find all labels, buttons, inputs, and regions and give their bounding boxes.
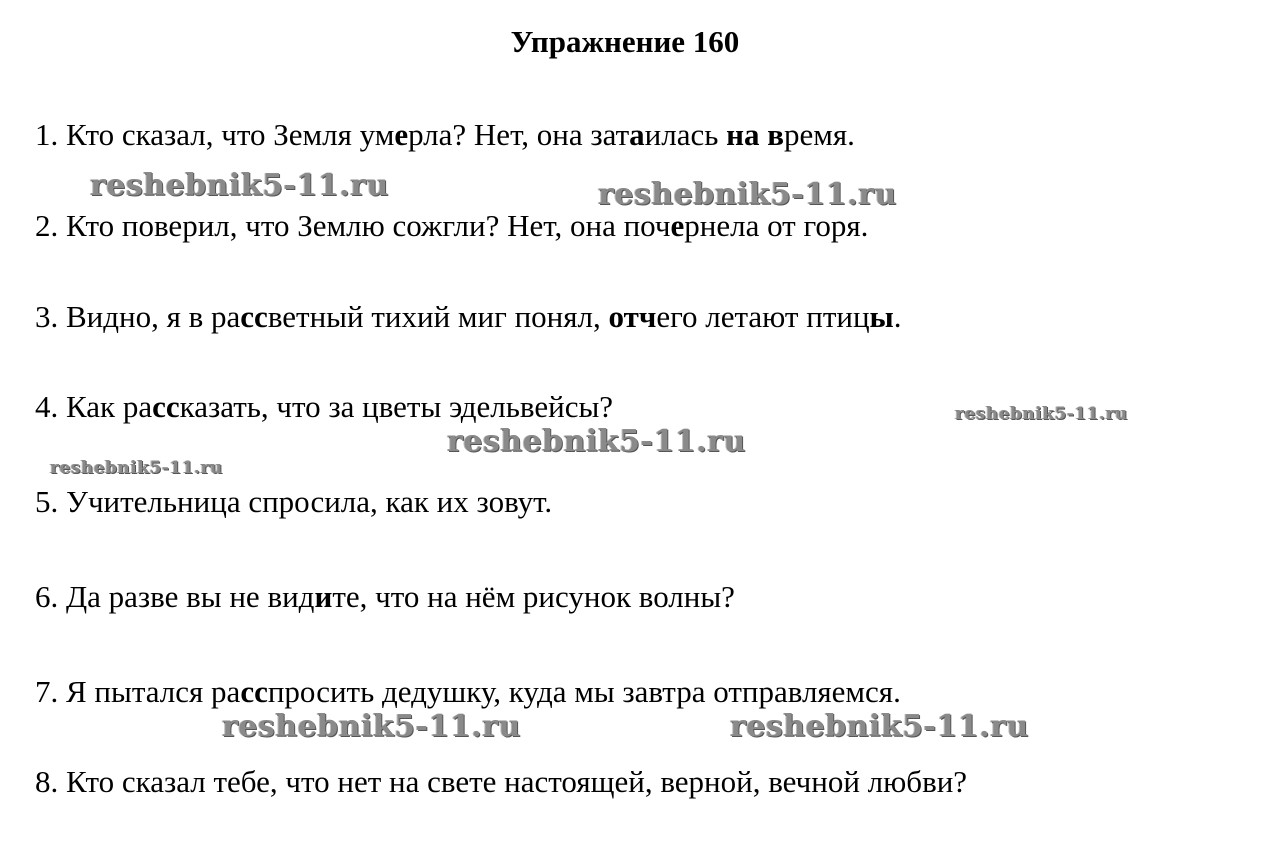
sentence-text: 7. Я пытался ра (35, 674, 241, 709)
watermark: reshebnik5-11.ru (598, 177, 897, 212)
sentence-8 (35, 762, 967, 802)
watermark: reshebnik5-11.ru (447, 424, 746, 459)
highlighted-letters: е (670, 208, 685, 243)
sentence-text: . (893, 299, 902, 334)
sentence-6 (35, 577, 735, 617)
sentence-text: 1. Кто сказал, что Земля ум (35, 117, 395, 152)
sentence-text: те, что на нём рисунок волны? (332, 579, 735, 614)
exercise-title: Упражнение 160 (510, 24, 740, 59)
watermark: reshebnik5-11.ru (955, 404, 1128, 424)
sentence-7 (35, 672, 901, 712)
sentence-text: ветный тихий миг понял, (267, 299, 609, 334)
highlighted-letters: на в (726, 117, 784, 152)
watermark: reshebnik5-11.ru (222, 709, 521, 744)
watermark: reshebnik5-11.ru (90, 168, 389, 203)
highlighted-letters: сс (240, 299, 268, 334)
sentence-text: 8. Кто сказал тебе, что нет на свете настоящей, верной, вечной любви? (35, 764, 968, 799)
sentence-text: 2. Кто поверил, что Землю сожгли? Нет, она поч (35, 208, 671, 243)
highlighted-letters: сс (152, 389, 180, 424)
sentence-text: казать, что за цветы эдельвейсы? (179, 389, 614, 424)
highlighted-letters: ы (869, 299, 894, 334)
sentence-4 (35, 387, 613, 427)
sentence-3 (35, 297, 902, 337)
sentence-text: рнела от горя. (684, 208, 869, 243)
highlighted-letters: е (394, 117, 409, 152)
watermark: reshebnik5-11.ru (50, 458, 223, 478)
highlighted-letters: отч (608, 299, 657, 334)
watermark: reshebnik5-11.ru (730, 709, 1029, 744)
highlighted-letters: а (629, 117, 645, 152)
sentence-1 (35, 115, 855, 155)
sentence-text: илась (644, 117, 727, 152)
sentence-text: 4. Как ра (35, 389, 153, 424)
sentence-text: 5. Учительница спросила, как их зовут. (35, 484, 553, 519)
highlighted-letters: и (314, 579, 333, 614)
sentence-text: рла? Нет, она зат (408, 117, 630, 152)
sentence-text: просить дедушку, куда мы завтра отправляемся. (267, 674, 901, 709)
sentence-text: 3. Видно, я в ра (35, 299, 241, 334)
highlighted-letters: сс (240, 674, 268, 709)
sentence-text: ремя. (783, 117, 855, 152)
sentence-text: 6. Да разве вы не вид (35, 579, 315, 614)
sentence-text: его летают птиц (656, 299, 870, 334)
sentence-5 (35, 482, 552, 522)
